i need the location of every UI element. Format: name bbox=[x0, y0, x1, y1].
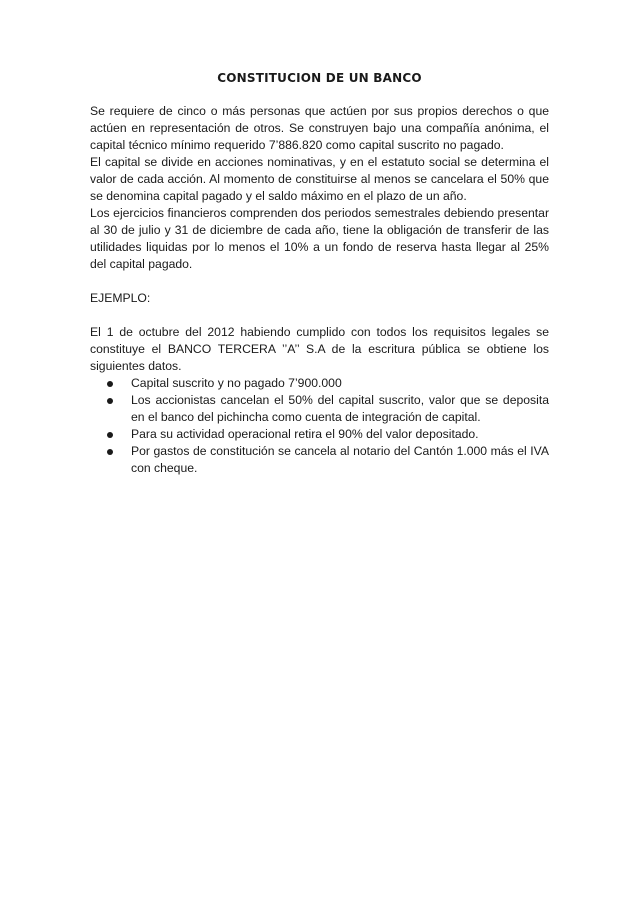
list-item bbox=[131, 443, 549, 477]
paragraph-capital: El capital se divide en acciones nominativas, y en el estatuto social se determina el valor de cada acción. Al momento de constituirse al menos se cancelara el 50% que se denomina capital pagado y el saldo máximo en el plazo de un año. bbox=[90, 155, 549, 203]
list-item bbox=[131, 392, 549, 426]
spacer bbox=[90, 273, 549, 290]
bullet-icon bbox=[107, 381, 113, 387]
bullet-text: Capital suscrito y no pagado 7’900.000 bbox=[131, 376, 342, 390]
example-heading: EJEMPLO: bbox=[90, 291, 151, 305]
bullet-icon bbox=[107, 398, 113, 404]
bullet-text: Por gastos de constitución se cancela al notario del Cantón 1.000 más el IVA con cheque. bbox=[131, 444, 549, 475]
bullet-icon bbox=[107, 432, 113, 438]
bullet-text: Los accionistas cancelan el 50% del capital suscrito, valor que se deposita en el banco del pichincha como cuenta de integración de capital. bbox=[131, 393, 549, 424]
example-bullet-list bbox=[90, 375, 549, 477]
example-intro: El 1 de octubre del 2012 habiendo cumplido con todos los requisitos legales se constituye el BANCO TERCERA ’’A’’ S.A de la escritura pública se obtiene los siguientes datos. bbox=[90, 325, 549, 373]
paragraph-requirements: Se requiere de cinco o más personas que actúen por sus propios derechos o que actúen en representación de otros. Se construyen bajo una compañía anónima, el capital técnico mínimo requerido 7’886.820 como capital suscrito no pagado. bbox=[90, 104, 549, 152]
bullet-icon bbox=[107, 449, 113, 455]
bullet-text: Para su actividad operacional retira el 90% del valor depositado. bbox=[131, 427, 479, 441]
document-body bbox=[90, 70, 549, 477]
list-item bbox=[131, 426, 549, 443]
document-title: CONSTITUCION DE UN BANCO bbox=[217, 71, 422, 85]
list-item bbox=[131, 375, 549, 392]
spacer bbox=[90, 307, 549, 324]
paragraph-financial-periods: Los ejercicios financieros comprenden dos periodos semestrales debiendo presentar al 30 de julio y 31 de diciembre de cada año, tiene la obligación de transferir de las utilidades liquidas por lo menos el 10% a un fondo de reserva hasta llegar al 25% del capital pagado. bbox=[90, 206, 549, 271]
